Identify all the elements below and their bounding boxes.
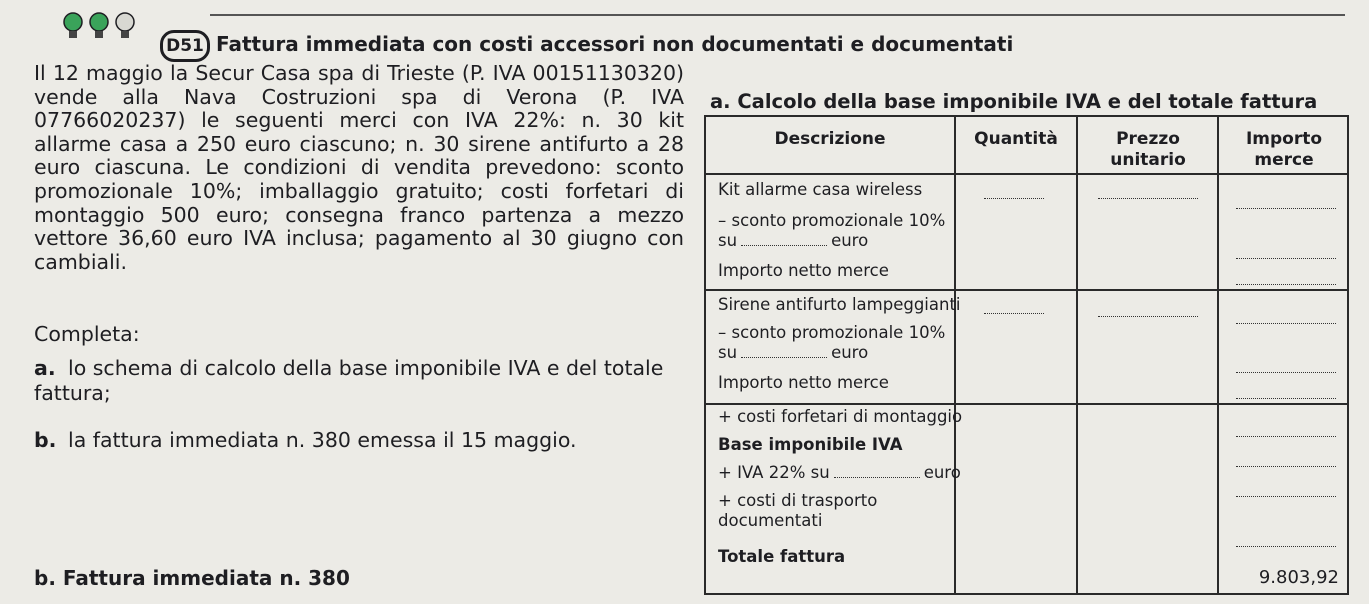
fill-blank[interactable] bbox=[1236, 283, 1336, 285]
calculation-table bbox=[704, 115, 1349, 595]
fill-blank[interactable] bbox=[1236, 371, 1336, 373]
exercise-text bbox=[34, 62, 684, 274]
row-trasporto: + costi di trasporto bbox=[718, 491, 878, 510]
fill-blank[interactable] bbox=[1236, 207, 1336, 209]
fill-blank[interactable] bbox=[741, 233, 827, 246]
column-divider bbox=[1076, 117, 1078, 595]
header-prezzo: Prezzo unitario bbox=[1110, 129, 1186, 170]
exercise-paragraph: Il 12 maggio la Secur Casa spa di Trieste (P. IVA 00151130320) vende alla Nava Costruzioni spa di Verona (P. IVA 07766020237) le seguenti merci con IVA 22%: n. 30 kit allarme casa a 250 euro ciascuno; n. 30 sirene antifurto a 28 euro ciascuna. Le condizioni di vendita prevedono: sconto promozionale 10%; imballaggio gratuito; costi forfetari di montaggio 500 euro; consegna franco partenza a mezzo vettore 36,60 euro IVA inclusa; pagamento al 30 giugno con cambiali. bbox=[34, 61, 684, 274]
task-item-b bbox=[34, 428, 694, 453]
task-label-a: a. bbox=[34, 356, 56, 380]
fill-blank[interactable] bbox=[1236, 545, 1336, 547]
header-quantita: Quantità bbox=[974, 129, 1058, 149]
task-text-b: la fattura immediata n. 380 emessa il 15 maggio. bbox=[68, 428, 577, 452]
top-rule bbox=[210, 14, 1345, 16]
euro-label: euro bbox=[831, 231, 869, 250]
fill-blank[interactable] bbox=[1098, 197, 1198, 199]
row-documentati: documentati bbox=[718, 511, 823, 530]
row-montaggio: + costi forfetari di montaggio bbox=[718, 407, 963, 426]
row-divider bbox=[706, 403, 1349, 405]
exercise-title: Fattura immediata con costi accessori non documentati e documentati bbox=[216, 32, 1014, 56]
row-su-2 bbox=[718, 343, 868, 363]
su-label: su bbox=[718, 343, 738, 362]
header-descrizione: Descrizione bbox=[774, 129, 886, 149]
header-importo: Importo merce bbox=[1245, 129, 1323, 170]
totale-value: 9.803,92 bbox=[1258, 567, 1339, 588]
row-totale: Totale fattura bbox=[718, 547, 846, 566]
row-iva bbox=[718, 463, 961, 483]
fill-blank[interactable] bbox=[1236, 495, 1336, 497]
completa-label: Completa: bbox=[34, 322, 140, 346]
fill-blank[interactable] bbox=[1236, 322, 1336, 324]
row-base-imponibile: Base imponibile IVA bbox=[718, 435, 903, 454]
lightbulb-icon bbox=[114, 12, 136, 42]
row-netto-1: Importo netto merce bbox=[718, 261, 889, 280]
exercise-number-badge: D51 bbox=[160, 30, 210, 62]
fill-blank[interactable] bbox=[1236, 465, 1336, 467]
fill-blank[interactable] bbox=[1236, 397, 1336, 399]
row-divider bbox=[706, 289, 1349, 291]
section-b-title: b. Fattura immediata n. 380 bbox=[34, 566, 350, 590]
column-divider bbox=[1217, 117, 1219, 595]
row-su-1 bbox=[718, 231, 868, 251]
row-netto-2: Importo netto merce bbox=[718, 373, 889, 392]
fill-blank[interactable] bbox=[741, 345, 827, 358]
column-divider bbox=[954, 117, 956, 595]
fill-blank[interactable] bbox=[1236, 257, 1336, 259]
euro-label: euro bbox=[831, 343, 869, 362]
task-label-b: b. bbox=[34, 428, 57, 452]
lightbulb-icon bbox=[62, 12, 84, 42]
task-item-a bbox=[34, 356, 694, 406]
fill-blank[interactable] bbox=[1236, 435, 1336, 437]
fill-blank[interactable] bbox=[834, 465, 920, 478]
task-text-a: lo schema di calcolo della base imponibile IVA e del totale fattura; bbox=[34, 356, 664, 405]
row-sconto-1: – sconto promozionale 10% bbox=[718, 211, 946, 230]
table-title: a. Calcolo della base imponibile IVA e del totale fattura bbox=[710, 90, 1318, 113]
row-sirene: Sirene antifurto lampeggianti bbox=[718, 295, 961, 314]
row-kit: Kit allarme casa wireless bbox=[718, 180, 923, 199]
row-sconto-2: – sconto promozionale 10% bbox=[718, 323, 946, 342]
iva-label: + IVA 22% su bbox=[718, 463, 830, 482]
euro-label: euro bbox=[923, 463, 961, 482]
fill-blank[interactable] bbox=[984, 312, 1044, 314]
difficulty-indicator bbox=[62, 12, 136, 42]
fill-blank[interactable] bbox=[984, 197, 1044, 199]
fill-blank[interactable] bbox=[1098, 315, 1198, 317]
lightbulb-icon bbox=[88, 12, 110, 42]
su-label: su bbox=[718, 231, 738, 250]
row-divider bbox=[706, 173, 1349, 175]
